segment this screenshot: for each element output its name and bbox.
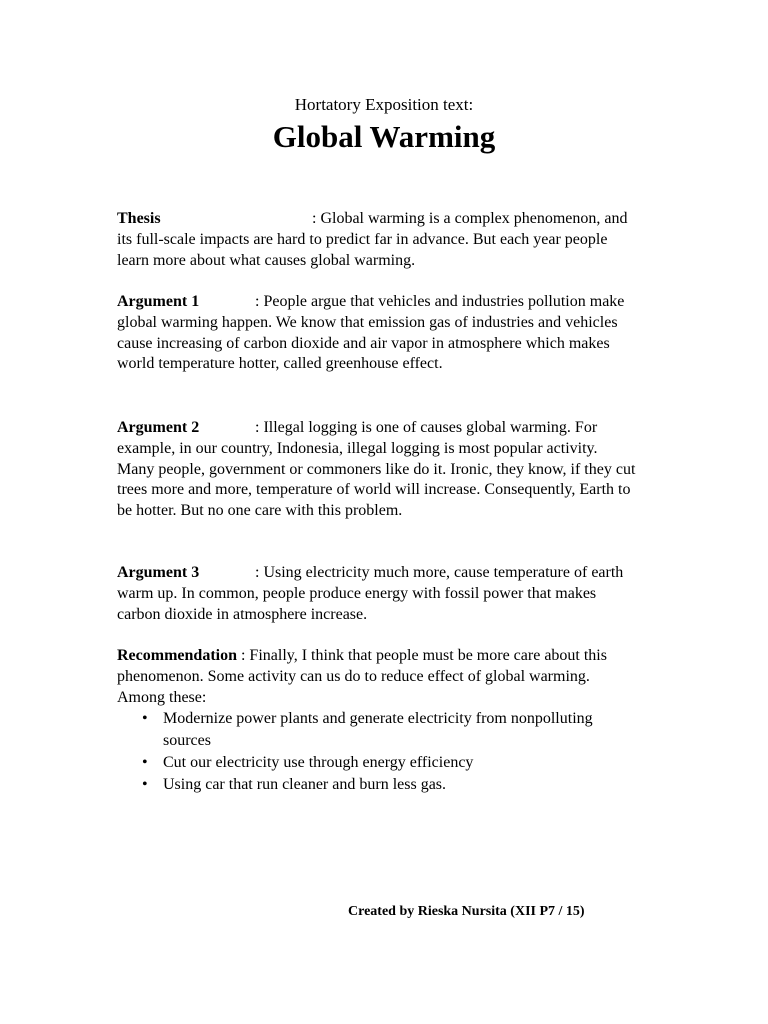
- document-subtitle: Hortatory Exposition text:: [294, 95, 474, 114]
- argument-1-section: [117, 292, 637, 375]
- argument-3-label: Argument 3: [117, 564, 200, 581]
- bullet-icon: •: [142, 776, 148, 794]
- argument-3-section: [117, 563, 637, 625]
- argument-3-text: : Using electricity much more, cause temperature of earth warm up. In common, people produce energy with fossil power that makes carbon dioxide in atmosphere increase.: [117, 564, 624, 623]
- bullet-icon: •: [142, 710, 148, 728]
- argument-2-text: : Illegal logging is one of causes global warming. For example, in our country, Indonesia, illegal logging is most popular activity. Many people, government or commoners like do it. Ironic, they know, if they cut trees more and more, temperature of world will increase. Consequently, Earth to be hotter. But no one care with this problem.: [117, 419, 636, 520]
- bullet-icon: •: [142, 754, 148, 772]
- recommendation-text: : Finally, I think that people must be more care about this phenomenon. Some activity can us do to reduce effect of global warming. Among these:: [117, 647, 607, 706]
- argument-1-text: : People argue that vehicles and industries pollution make global warming happen. We know that emission gas of industries and vehicles cause increasing of carbon dioxide and air vapor in atmosphere which makes world temperature hotter, called greenhouse effect.: [117, 293, 625, 373]
- recommendation-section: [117, 646, 637, 796]
- argument-2-label: Argument 2: [117, 419, 200, 436]
- recommendation-list: [117, 708, 637, 796]
- list-item: [117, 774, 637, 796]
- argument-1-label: Argument 1: [117, 293, 200, 310]
- list-item: [117, 752, 637, 774]
- document-title: Global Warming: [272, 119, 496, 154]
- list-item: [117, 708, 637, 752]
- list-item-text: Modernize power plants and generate electricity from nonpolluting sources: [163, 710, 593, 750]
- argument-2-section: [117, 418, 637, 522]
- list-item-text: Using car that run cleaner and burn less gas.: [163, 776, 447, 794]
- recommendation-intro: [117, 647, 607, 706]
- list-item-text: Cut our electricity use through energy efficiency: [163, 754, 474, 772]
- recommendation-label: Recommendation: [117, 647, 237, 664]
- author-credit: Created by Rieska Nursita (XII P7 / 15): [348, 904, 585, 919]
- thesis-label: Thesis: [117, 210, 161, 227]
- thesis-section: [117, 209, 637, 271]
- thesis-text: : Global warming is a complex phenomenon, and its full-scale impacts are hard to predict far in advance. But each year people learn more about what causes global warming.: [117, 210, 628, 269]
